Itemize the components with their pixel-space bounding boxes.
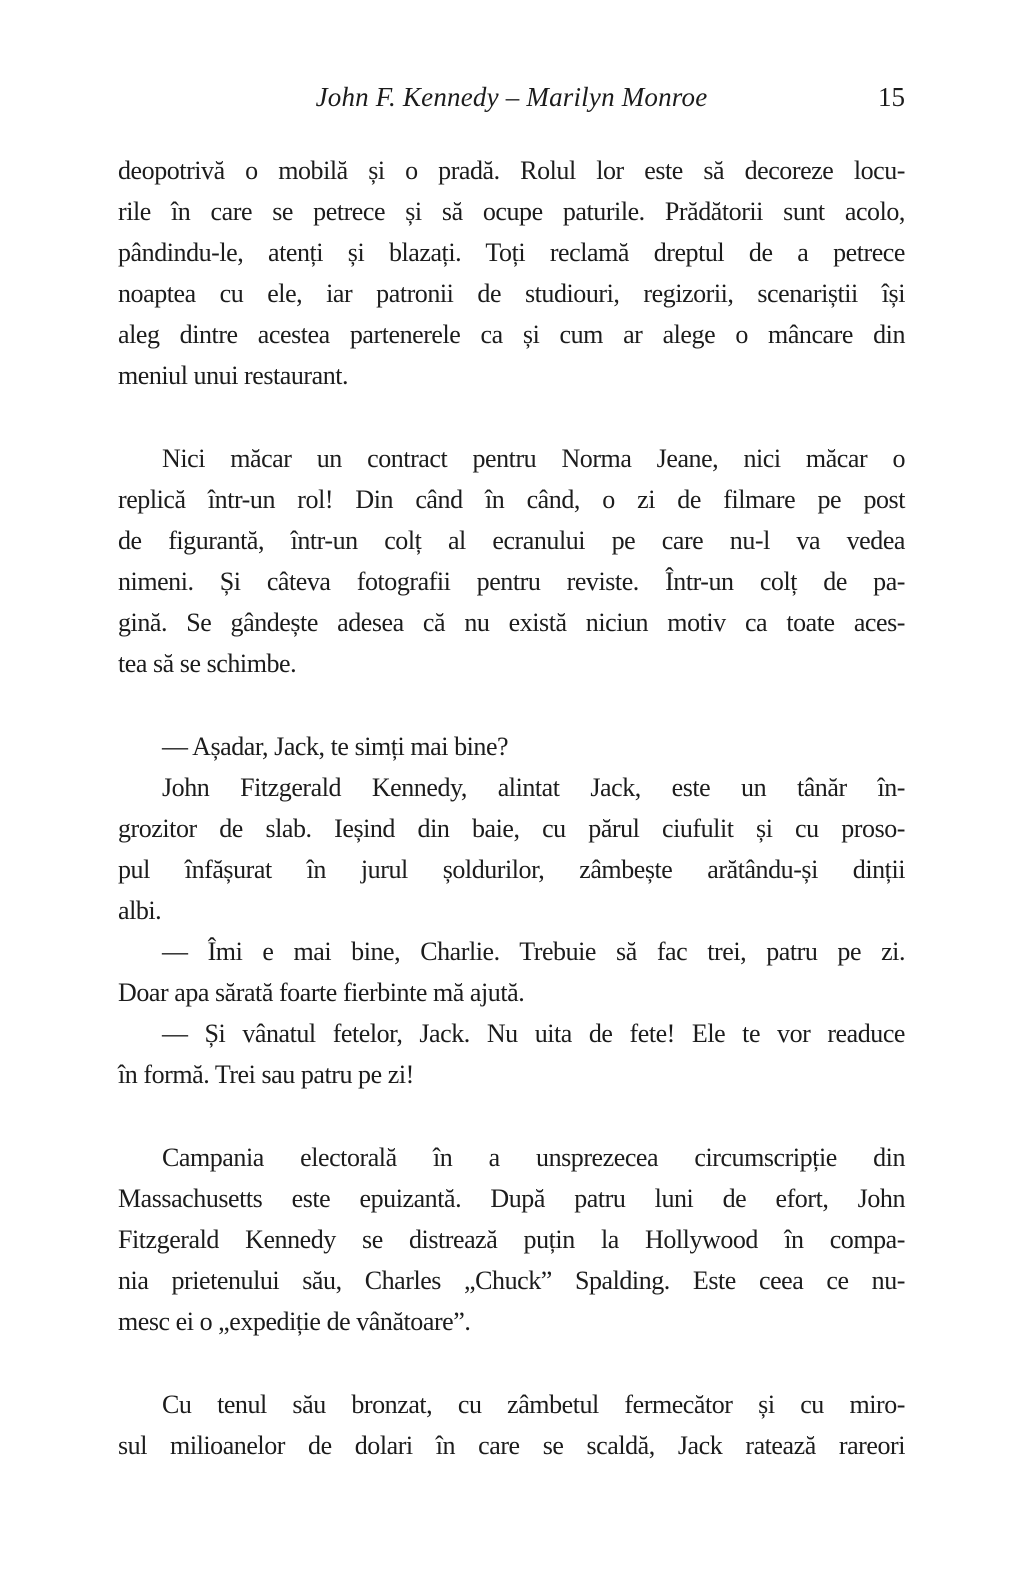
text-line: Fitzgerald Kennedy se distrează puțin la Hollywood în compa- [118, 1225, 905, 1254]
page-number: 15 [878, 82, 905, 112]
paragraph [118, 1137, 905, 1342]
paragraph [118, 150, 905, 396]
body-text [118, 150, 905, 1466]
text-line: rile în care se petrece și să ocupe paturile. Prădătorii sunt acolo, [118, 197, 905, 226]
text-line: John Fitzgerald Kennedy, alintat Jack, este un tânăr în- [162, 773, 905, 802]
text-line: Cu tenul său bronzat, cu zâmbetul fermecător și cu miro- [162, 1390, 905, 1419]
text-line: deopotrivă o mobilă și o pradă. Rolul lor este să decoreze locu- [118, 156, 905, 185]
text-line: pândindu-le, atenți și blazați. Toți reclamă dreptul de a petrece [118, 238, 905, 267]
text-line: replică într-un rol! Din când în când, o zi de filmare pe post [118, 485, 905, 514]
text-line: noaptea cu ele, iar patronii de studiouri, regizorii, scenariștii își [118, 279, 905, 308]
text-line: Nici măcar un contract pentru Norma Jeane, nici măcar o [162, 444, 905, 473]
text-line: gină. Se gândește adesea că nu există niciun motiv ca toate aces- [118, 608, 905, 637]
text-line: grozitor de slab. Ieșind din baie, cu părul ciufulit și cu proso- [118, 814, 905, 843]
text-line: Massachusetts este epuizantă. După patru luni de efort, John [118, 1184, 905, 1213]
text-line: — Și vânatul fetelor, Jack. Nu uita de fete! Ele te vor readuce [162, 1019, 905, 1048]
paragraph [118, 767, 905, 931]
text-line: nimeni. Și câteva fotografii pentru reviste. Într-un colț de pa- [118, 567, 905, 596]
text-line: sul milioanelor de dolari în care se scaldă, Jack ratează rareori [118, 1431, 905, 1460]
text-line: pul înfășurat în jurul șoldurilor, zâmbește arătându-și dinții [118, 855, 905, 884]
paragraph [118, 1013, 905, 1095]
text-line: mesc ei o „expediție de vânătoare”. [118, 1307, 471, 1336]
paragraph [118, 931, 905, 1013]
text-line: în formă. Trei sau patru pe zi! [118, 1060, 414, 1089]
text-line: meniul unui restaurant. [118, 361, 349, 390]
text-line: nia prietenului său, Charles „Chuck” Spalding. Este ceea ce nu- [118, 1266, 905, 1295]
text-line: de figurantă, într-un colț al ecranului pe care nu-l va vedea [118, 526, 905, 555]
paragraph [118, 438, 905, 684]
text-line: Campania electorală în a unsprezecea circumscripție din [162, 1143, 906, 1172]
paragraph [118, 726, 905, 767]
text-line: tea să se schimbe. [118, 649, 297, 678]
text-line: Doar apa sărată foarte fierbinte mă ajută. [118, 978, 525, 1007]
text-line: — Așadar, Jack, te simți mai bine? [162, 732, 509, 761]
running-header [118, 80, 905, 116]
text-line: aleg dintre acestea partenerele ca și cum ar alege o mâncare din [118, 320, 905, 349]
header-title: John F. Kennedy – Marilyn Monroe [315, 82, 708, 112]
paragraph [118, 1384, 905, 1466]
text-line: albi. [118, 896, 162, 925]
text-line: — Îmi e mai bine, Charlie. Trebuie să fac trei, patru pe zi. [162, 937, 905, 966]
